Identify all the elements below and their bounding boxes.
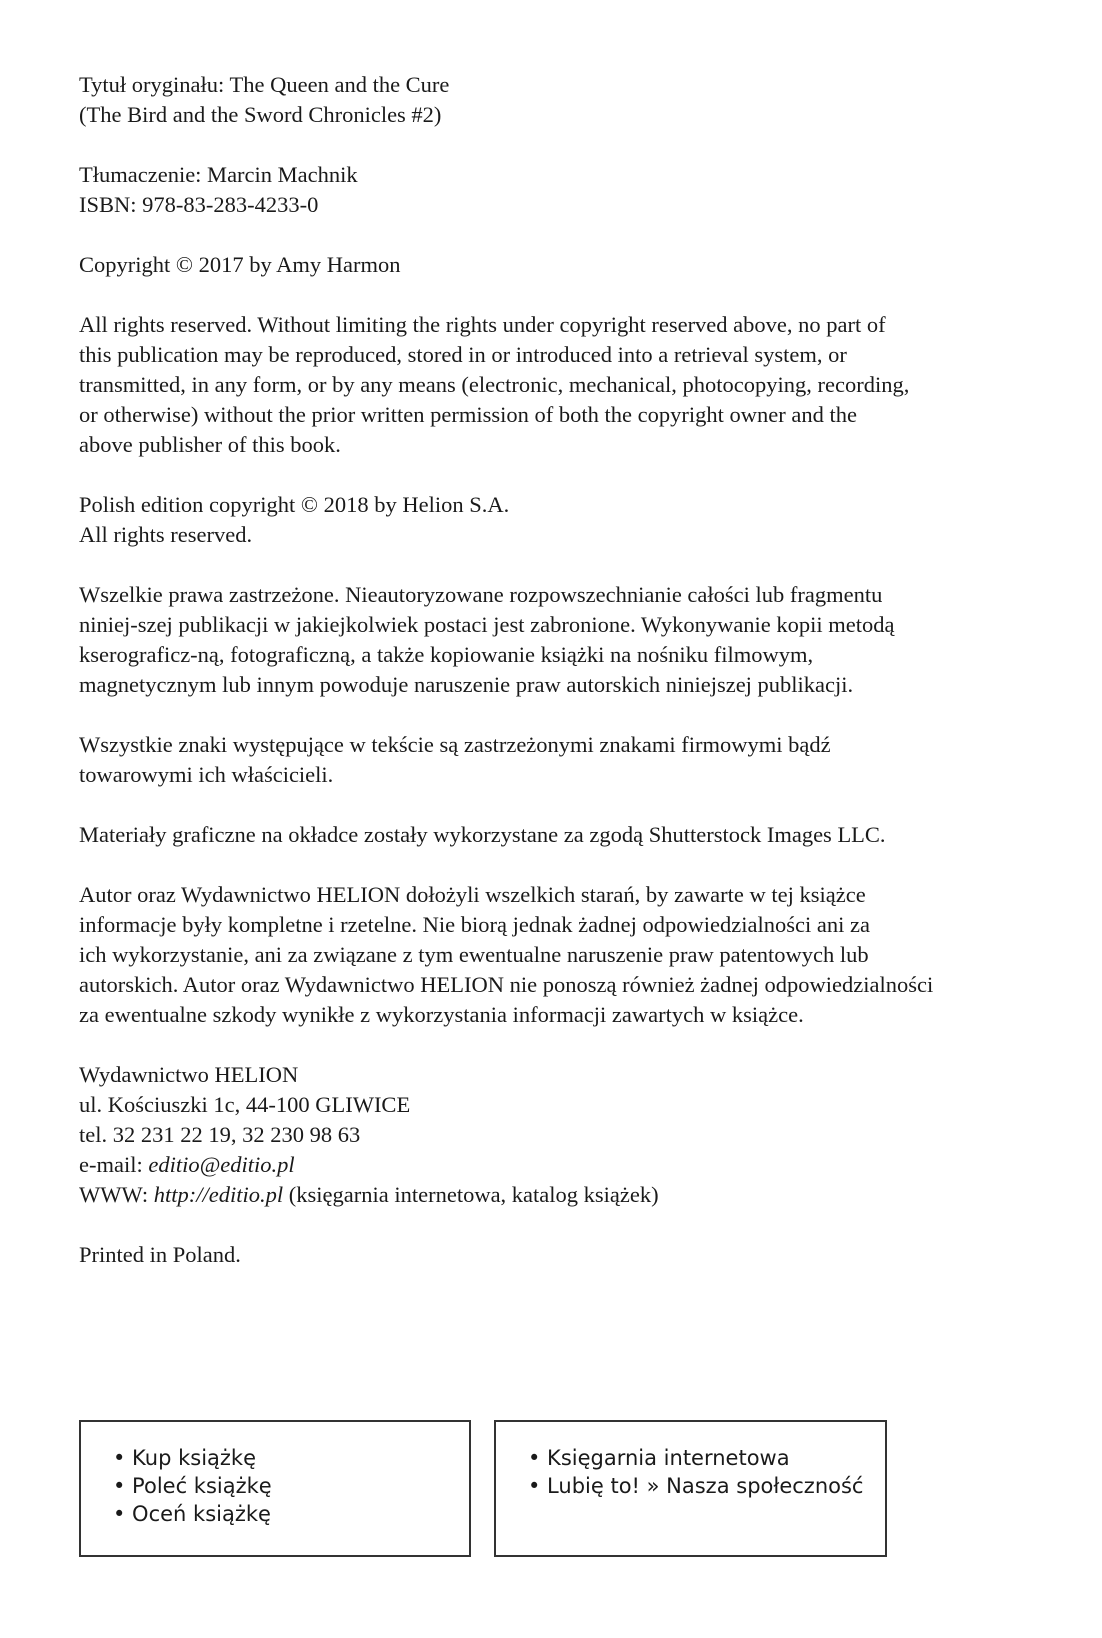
polish-edition-rights-line: All rights reserved.	[79, 522, 253, 547]
disclaimer-line: autorskich. Autor oraz Wydawnictwo HELION nie ponoszą również żadnej odpowiedzialności	[79, 972, 934, 997]
polish-edition-copyright-line: Polish edition copyright © 2018 by Helion S.A.	[79, 492, 510, 517]
community-links-box	[494, 1420, 887, 1557]
rate-book-link[interactable]: • Oceń książkę	[113, 1502, 271, 1526]
imprint-page-text	[79, 70, 1039, 1300]
publisher-address: ul. Kościuszki 1c, 44-100 GLIWICE	[79, 1092, 411, 1117]
rights-english-line: All rights reserved. Without limiting the rights under copyright reserved above, no part of	[79, 312, 886, 337]
rights-english-line: or otherwise) without the prior written permission of both the copyright owner and the	[79, 402, 857, 427]
community-link[interactable]: • Lubię to! » Nasza społeczność	[528, 1474, 864, 1498]
cover-credit-block	[79, 820, 1039, 850]
translation-isbn-block	[79, 160, 1039, 220]
publisher-www-row	[79, 1180, 1039, 1210]
copyright-block	[79, 250, 1039, 280]
printed-line: Printed in Poland.	[79, 1242, 241, 1267]
rights-english-line: above publisher of this book.	[79, 432, 341, 457]
disclaimer-line: informacje były kompletne i rzetelne. Nie biorą jednak żadnej odpowiedzialności ani za	[79, 912, 870, 937]
copyright-line: Copyright © 2017 by Amy Harmon	[79, 252, 401, 277]
disclaimer-line: Autor oraz Wydawnictwo HELION dołożyli wszelkich starań, by zawarte w tej książce	[79, 882, 866, 907]
translator-line: Tłumaczenie: Marcin Machnik	[79, 162, 358, 187]
disclaimer-line: za ewentualne szkody wynikłe z wykorzystania informacji zawartych w książce.	[79, 1002, 804, 1027]
disclaimer-block	[79, 880, 1039, 1030]
recommend-book-link[interactable]: • Poleć książkę	[113, 1474, 272, 1498]
cover-credit-line: Materiały graficzne na okładce zostały wykorzystane za zgodą Shutterstock Images LLC.	[79, 822, 886, 847]
rights-english-block	[79, 310, 1039, 460]
disclaimer-line: ich wykorzystanie, ani za związane z tym ewentualne naruszenie praw patentowych lub	[79, 942, 869, 967]
www-label: WWW:	[79, 1182, 154, 1207]
rights-polish-line: niniej-szej publikacji w jakiejkolwiek postaci jest zabronione. Wykonywanie kopii metodą	[79, 612, 895, 637]
rights-polish-line: Wszelkie prawa zastrzeżone. Nieautoryzowane rozpowszechnianie całości lub fragmentu	[79, 582, 883, 607]
email-link[interactable]: editio@editio.pl	[148, 1152, 295, 1177]
rights-polish-line: magnetycznym lub innym powoduje naruszenie praw autorskich niniejszej publikacji.	[79, 672, 854, 697]
publisher-email-row	[79, 1150, 1039, 1180]
trademarks-block	[79, 730, 1039, 790]
rights-english-line: this publication may be reproduced, stored in or introduced into a retrieval system, or	[79, 342, 847, 367]
trademarks-line: Wszystkie znaki występujące w tekście są zastrzeżonymi znakami firmowymi bądź	[79, 732, 831, 757]
email-label: e-mail:	[79, 1152, 149, 1177]
publisher-block	[79, 1060, 1039, 1210]
buy-book-link[interactable]: • Kup książkę	[113, 1446, 257, 1470]
www-note: (księgarnia internetowa, katalog książek)	[283, 1182, 659, 1207]
trademarks-line: towarowymi ich właścicieli.	[79, 762, 334, 787]
original-title-line: Tytuł oryginału: The Queen and the Cure	[79, 72, 450, 97]
publisher-name: Wydawnictwo HELION	[79, 1062, 299, 1087]
publisher-phone: tel. 32 231 22 19, 32 230 98 63	[79, 1122, 361, 1147]
rights-english-line: transmitted, in any form, or by any means (electronic, mechanical, photocopying, recording,	[79, 372, 910, 397]
printed-block	[79, 1240, 1039, 1270]
polish-edition-block	[79, 490, 1039, 550]
www-link[interactable]: http://editio.pl	[153, 1182, 284, 1207]
original-title-block	[79, 70, 1039, 130]
series-title-line: (The Bird and the Sword Chronicles #2)	[79, 102, 442, 127]
rights-polish-line: kserograficz-ną, fotograficzną, a także kopiowanie książki na nośniku filmowym,	[79, 642, 814, 667]
book-actions-box	[79, 1420, 471, 1557]
online-bookstore-link[interactable]: • Księgarnia internetowa	[528, 1446, 790, 1470]
rights-polish-block	[79, 580, 1039, 700]
isbn-line: ISBN: 978-83-283-4233-0	[79, 192, 319, 217]
